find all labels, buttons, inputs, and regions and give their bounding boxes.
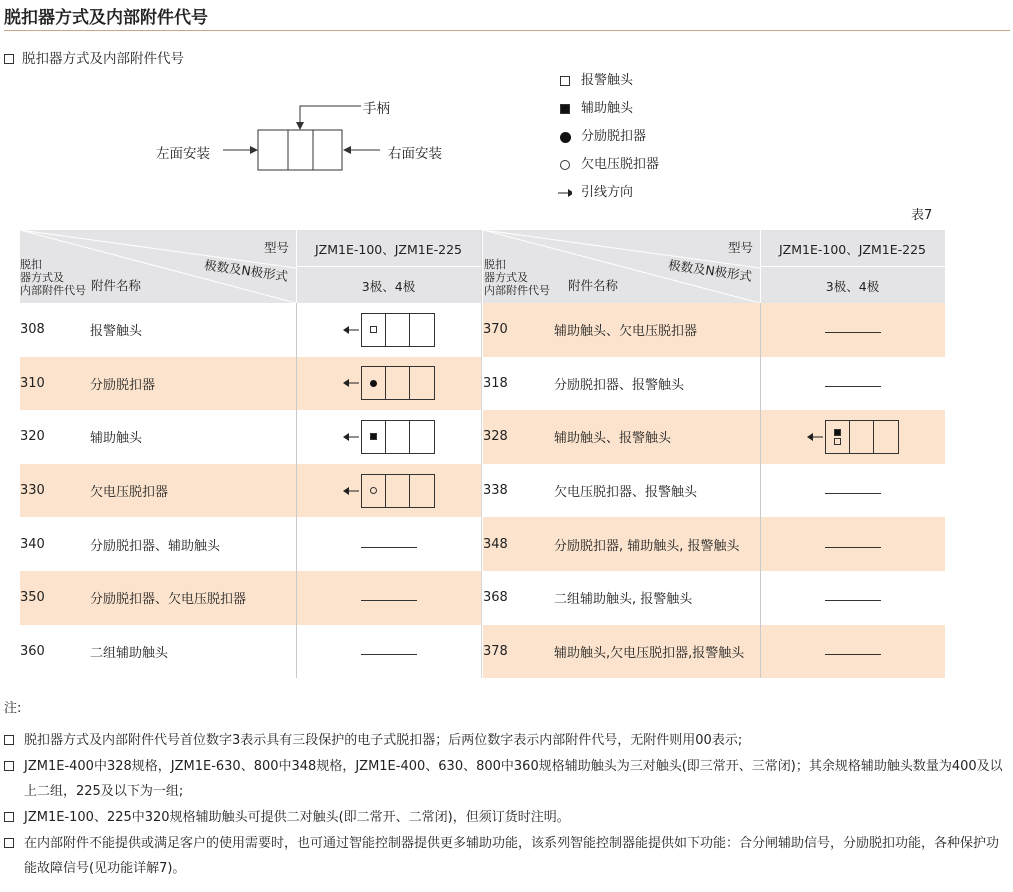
table-number: 表7 bbox=[911, 208, 933, 223]
dash-mark bbox=[825, 547, 881, 548]
legend-label: 引线方向 bbox=[581, 185, 634, 200]
poles-label: 极数及N极形式 bbox=[667, 257, 753, 284]
table-row bbox=[20, 357, 481, 411]
table-row bbox=[483, 625, 945, 679]
table-row bbox=[20, 571, 481, 625]
accessory-code: 360 bbox=[20, 643, 45, 659]
accessory-symbol bbox=[343, 474, 435, 508]
note-item: 脱扣器方式及内部附件代号首位数字3表示具有三段保护的电子式脱扣器；后两位数字表示内部附件代号，无附件则用00表示; bbox=[4, 728, 1010, 753]
table-row bbox=[20, 625, 481, 679]
table-row bbox=[483, 517, 945, 571]
arrow-left-icon bbox=[343, 378, 359, 388]
hollow-square-icon bbox=[4, 54, 14, 64]
accessory-name: 欠电压脱扣器、报警触头 bbox=[554, 485, 698, 501]
accessory-name: 辅助触头 bbox=[90, 431, 143, 447]
hollow-square-icon bbox=[370, 326, 377, 333]
hollow-square-icon bbox=[560, 76, 570, 86]
accessory-name: 分励脱扣器、报警触头 bbox=[554, 377, 685, 393]
dash-mark bbox=[825, 493, 881, 494]
arrow-left-icon bbox=[343, 432, 359, 442]
accessory-code: 308 bbox=[20, 322, 45, 338]
accessory-code: 370 bbox=[483, 322, 508, 338]
symbol-legend bbox=[558, 67, 659, 207]
poles-label: 极数及N极形式 bbox=[203, 257, 289, 284]
name-label: 附件名称 bbox=[568, 278, 619, 293]
accessory-name: 欠电压脱扣器 bbox=[90, 485, 169, 501]
notes-label: 注: bbox=[4, 701, 22, 716]
accessory-code: 340 bbox=[20, 536, 45, 552]
hollow-square-icon bbox=[4, 735, 14, 745]
dash-mark bbox=[825, 386, 881, 387]
legend-item bbox=[558, 67, 659, 95]
legend-item bbox=[558, 151, 659, 179]
legend-label: 分励脱扣器 bbox=[581, 129, 647, 144]
dash-mark bbox=[825, 332, 881, 333]
dash-mark bbox=[361, 654, 417, 655]
symbol-cell bbox=[296, 303, 481, 357]
symbol-cell bbox=[296, 357, 481, 411]
diagram-right-label: 右面安装 bbox=[388, 146, 442, 162]
accessory-name: 辅助触头、欠电压脱扣器 bbox=[554, 324, 698, 340]
accessory-name: 辅助触头、报警触头 bbox=[554, 431, 672, 447]
filled-square-icon bbox=[560, 104, 570, 114]
arrow-right-icon bbox=[558, 188, 572, 198]
hollow-square-icon bbox=[834, 438, 841, 445]
subheading bbox=[4, 47, 184, 67]
arrow-left-icon bbox=[807, 432, 823, 442]
accessory-name: 二组辅助触头 bbox=[90, 645, 169, 661]
accessory-code: 350 bbox=[20, 590, 45, 606]
symbol-cell bbox=[296, 410, 481, 464]
dash-mark bbox=[825, 654, 881, 655]
accessory-code: 318 bbox=[483, 375, 508, 391]
model-value: JZM1E-100、JZM1E-225 bbox=[314, 242, 462, 257]
accessory-name: 分励脱扣器、辅助触头 bbox=[90, 538, 221, 554]
accessory-table-left bbox=[20, 230, 481, 678]
accessory-name: 辅助触头,欠电压脱扣器,报警触头 bbox=[554, 645, 745, 661]
code-label: 脱扣 器方式及 内部附件代号 bbox=[20, 258, 86, 297]
accessory-code: 368 bbox=[483, 590, 508, 606]
symbol-cell bbox=[760, 571, 945, 625]
accessory-code: 378 bbox=[483, 643, 508, 659]
accessory-code: 320 bbox=[20, 429, 45, 445]
hollow-square-icon bbox=[4, 812, 14, 822]
hollow-circle-icon bbox=[560, 160, 570, 170]
notes-section bbox=[4, 697, 1010, 882]
page-title: 脱扣器方式及内部附件代号 bbox=[4, 8, 208, 28]
table-row bbox=[20, 464, 481, 518]
note-item: JZM1E-100、225中320规格辅助触头可提供二对触头(即二常开、二常闭)，但须订货时注明。 bbox=[4, 805, 1010, 830]
table-row bbox=[483, 357, 945, 411]
accessory-symbol bbox=[343, 366, 435, 400]
accessory-code: 310 bbox=[20, 375, 45, 391]
accessory-code: 338 bbox=[483, 483, 508, 499]
model-value: JZM1E-100、JZM1E-225 bbox=[778, 242, 926, 257]
hollow-square-icon bbox=[4, 761, 14, 771]
table-row bbox=[483, 303, 945, 357]
table-row bbox=[20, 303, 481, 357]
table-header bbox=[483, 230, 945, 303]
model-label: 型号 bbox=[728, 240, 754, 255]
diagram-handle-label: 手柄 bbox=[363, 101, 390, 117]
table-row bbox=[20, 410, 481, 464]
legend-label: 报警触头 bbox=[581, 73, 634, 88]
hollow-square-icon bbox=[4, 838, 14, 848]
legend-item bbox=[558, 179, 659, 207]
symbol-cell bbox=[760, 464, 945, 518]
accessory-code: 330 bbox=[20, 483, 45, 499]
model-label: 型号 bbox=[264, 240, 290, 255]
legend-label: 辅助触头 bbox=[581, 101, 634, 116]
symbol-cell bbox=[760, 410, 945, 464]
filled-circle-icon bbox=[560, 132, 571, 143]
arrow-left-icon bbox=[343, 325, 359, 335]
symbol-cell bbox=[760, 357, 945, 411]
symbol-cell bbox=[760, 303, 945, 357]
accessory-symbol bbox=[343, 313, 435, 347]
accessory-code: 348 bbox=[483, 536, 508, 552]
filled-square-icon bbox=[834, 429, 841, 436]
accessory-name: 分励脱扣器 bbox=[90, 377, 156, 393]
symbol-cell bbox=[296, 625, 481, 679]
arrow-left-icon bbox=[343, 486, 359, 496]
title-divider bbox=[4, 30, 1010, 31]
accessory-name: 二组辅助触头, 报警触头 bbox=[554, 592, 693, 608]
accessory-name: 分励脱扣器, 辅助触头, 报警触头 bbox=[554, 538, 740, 554]
diagram-left-label: 左面安装 bbox=[156, 146, 210, 162]
accessory-code: 328 bbox=[483, 429, 508, 445]
symbol-cell bbox=[760, 517, 945, 571]
accessory-symbol bbox=[343, 420, 435, 454]
filled-square-icon bbox=[370, 433, 377, 440]
code-label: 脱扣 器方式及 内部附件代号 bbox=[484, 258, 550, 297]
symbol-cell bbox=[296, 517, 481, 571]
table-row bbox=[483, 571, 945, 625]
dash-mark bbox=[361, 600, 417, 601]
poles-value: 3极、4极 bbox=[825, 279, 880, 294]
subheading-text: 脱扣器方式及内部附件代号 bbox=[22, 51, 184, 67]
accessory-name: 分励脱扣器、欠电压脱扣器 bbox=[90, 592, 247, 608]
table-row bbox=[483, 464, 945, 518]
symbol-cell bbox=[760, 625, 945, 679]
table-row bbox=[483, 410, 945, 464]
accessory-symbol bbox=[807, 420, 899, 454]
symbol-cell bbox=[296, 571, 481, 625]
hollow-circle-icon bbox=[370, 487, 377, 494]
legend-label: 欠电压脱扣器 bbox=[581, 157, 660, 172]
accessory-name: 报警触头 bbox=[90, 324, 143, 340]
legend-item bbox=[558, 123, 659, 151]
note-item: 在内部附件不能提供或满足客户的使用需要时，也可通过智能控制器提供更多辅助功能，该系列智能控制器能提供如下功能：合分闸辅助信号，分励脱扣功能，各种保护功能故障信号(见功能详解7)。 bbox=[4, 831, 1010, 881]
note-item: JZM1E-400中328规格，JZM1E-630、800中348规格，JZM1E-400、630、800中360规格辅助触头为三对触头(即三常开、三常闭)；其余规格辅助触头数量为400及以上二组，225及以下为一组; bbox=[4, 754, 1010, 804]
accessory-table-right bbox=[483, 230, 945, 678]
symbol-cell bbox=[296, 464, 481, 518]
poles-value: 3极、4极 bbox=[361, 279, 416, 294]
table-header bbox=[20, 230, 481, 303]
legend-item bbox=[558, 95, 659, 123]
dash-mark bbox=[825, 600, 881, 601]
table-row bbox=[20, 517, 481, 571]
dash-mark bbox=[361, 547, 417, 548]
name-label: 附件名称 bbox=[91, 278, 142, 293]
filled-circle-icon bbox=[370, 380, 377, 387]
